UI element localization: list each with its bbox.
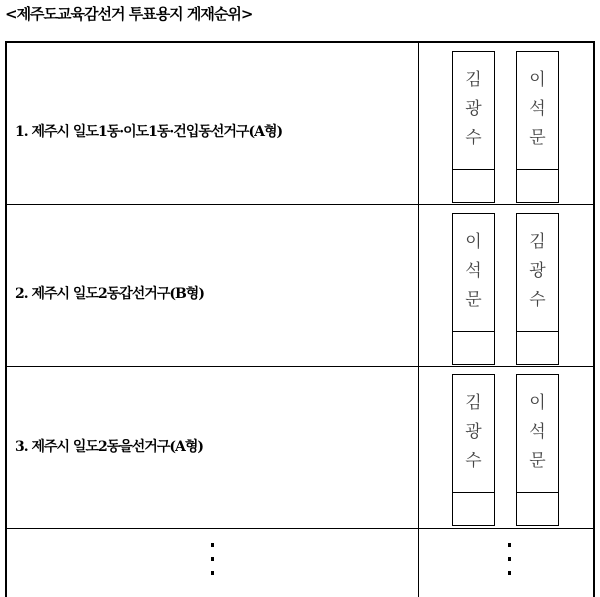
name-char: 김 <box>465 393 482 413</box>
name-char: 수 <box>529 290 546 310</box>
name-char: 석 <box>529 422 546 442</box>
name-char: 광 <box>465 99 482 119</box>
candidate-box <box>452 213 495 365</box>
candidate-box <box>452 374 495 526</box>
stamp-area[interactable] <box>517 169 558 202</box>
name-char: 수 <box>465 128 482 148</box>
dot <box>211 571 214 575</box>
name-char: 문 <box>465 290 482 310</box>
name-char: 석 <box>529 99 546 119</box>
dot <box>508 557 511 561</box>
column-divider <box>418 43 419 597</box>
name-char: 이 <box>529 70 546 90</box>
row-divider <box>7 528 593 529</box>
dot <box>211 557 214 561</box>
stamp-area[interactable] <box>453 492 494 525</box>
candidate-box <box>452 51 495 203</box>
dot <box>508 543 511 547</box>
district-label-1: 1. 제주시 일도1동·이도1동·건입동선거구(A형) <box>15 124 283 140</box>
candidate-box <box>516 51 559 203</box>
candidate-name <box>517 375 558 493</box>
stamp-area[interactable] <box>453 331 494 364</box>
district-label-2: 2. 제주시 일도2동갑선거구(B형) <box>15 286 204 302</box>
ballot-order-table <box>5 41 595 597</box>
stamp-area[interactable] <box>517 492 558 525</box>
row-divider <box>7 366 593 367</box>
continuation-dots-left <box>211 543 214 575</box>
stamp-area[interactable] <box>517 331 558 364</box>
candidate-box <box>516 213 559 365</box>
name-char: 이 <box>529 393 546 413</box>
dot <box>211 543 214 547</box>
name-char: 문 <box>529 451 546 471</box>
name-char: 이 <box>465 232 482 252</box>
name-char: 김 <box>465 70 482 90</box>
stamp-area[interactable] <box>453 169 494 202</box>
name-char: 문 <box>529 128 546 148</box>
candidate-name <box>453 214 494 332</box>
candidate-name <box>453 52 494 170</box>
district-label-3: 3. 제주시 일도2동을선거구(A형) <box>15 439 203 455</box>
name-char: 김 <box>529 232 546 252</box>
candidate-name <box>517 214 558 332</box>
name-char: 석 <box>465 261 482 281</box>
candidate-name <box>517 52 558 170</box>
document-title: <제주도교육감선거 투표용지 게재순위> <box>5 5 253 23</box>
dot <box>508 571 511 575</box>
row-divider <box>7 204 593 205</box>
candidate-name <box>453 375 494 493</box>
name-char: 광 <box>529 261 546 281</box>
name-char: 수 <box>465 451 482 471</box>
candidate-box <box>516 374 559 526</box>
name-char: 광 <box>465 422 482 442</box>
continuation-dots-right <box>508 543 511 575</box>
